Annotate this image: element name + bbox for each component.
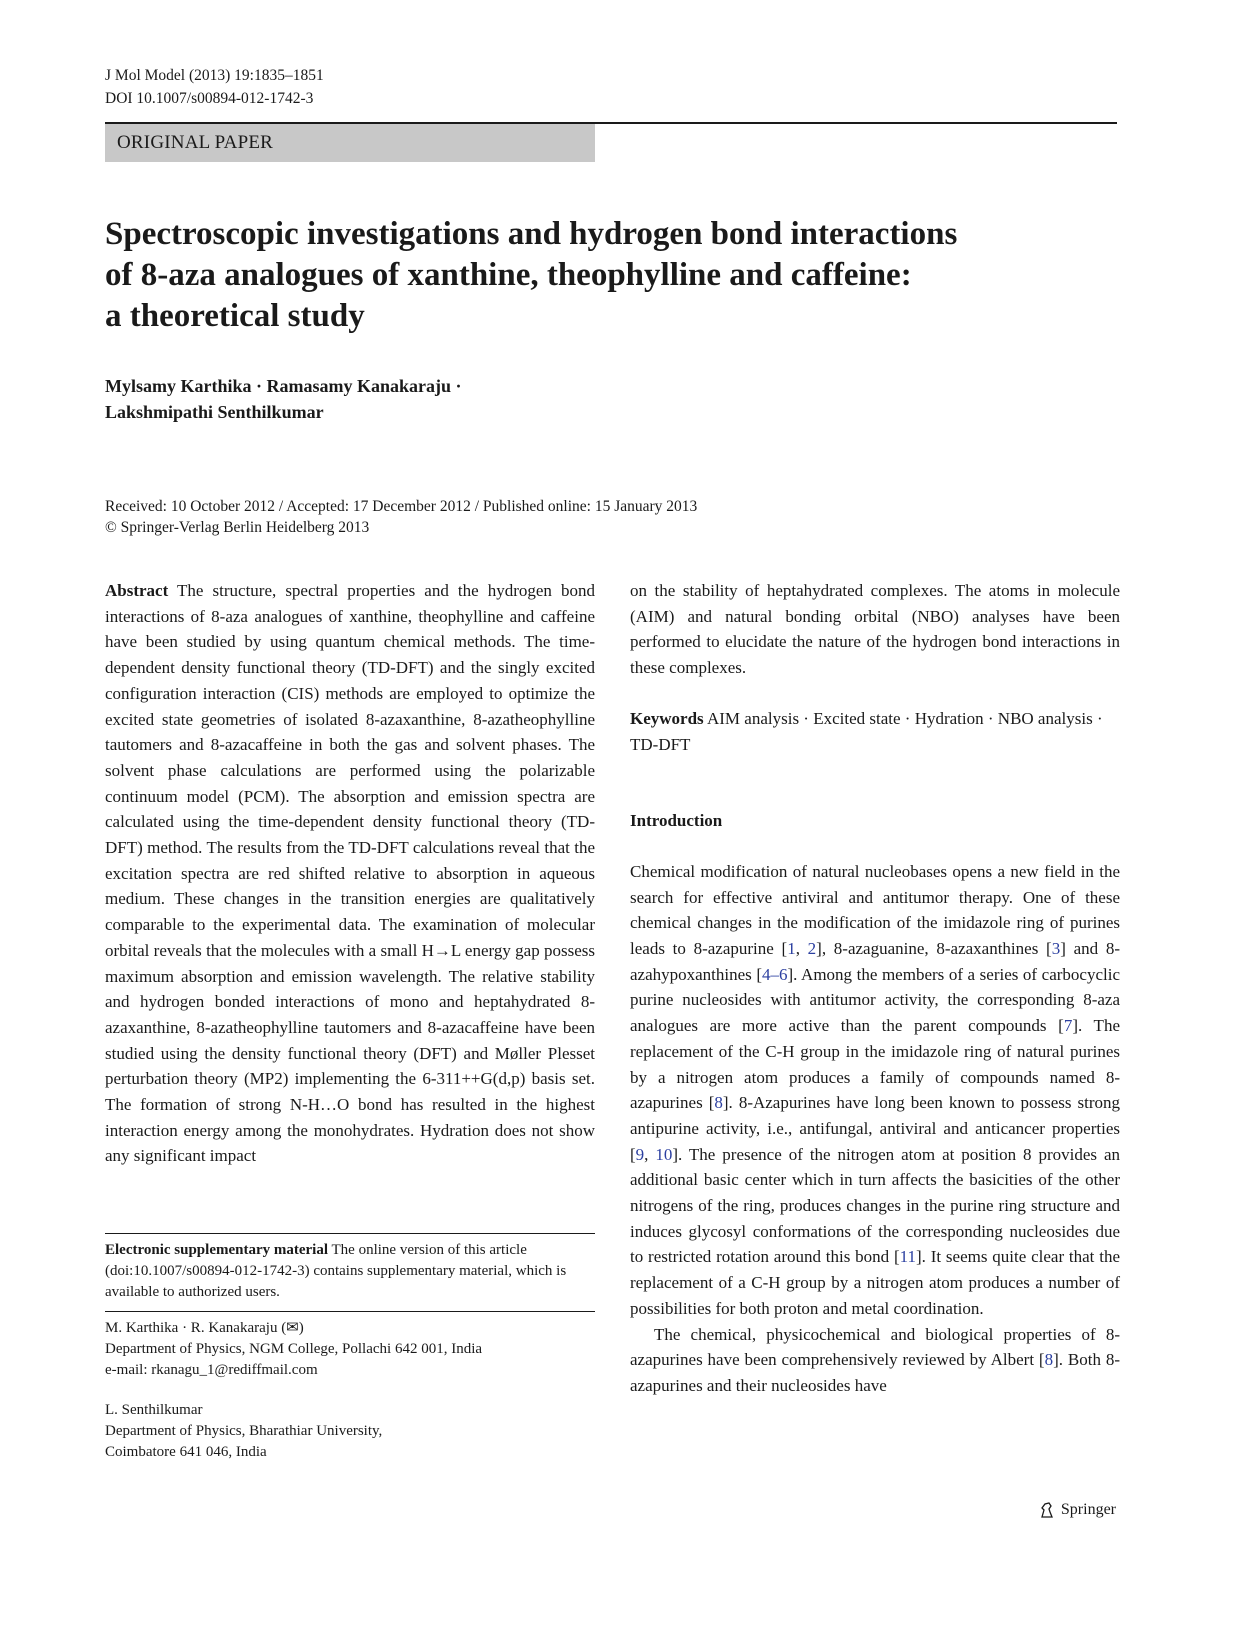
citation-link[interactable]: 1 bbox=[787, 939, 796, 959]
esm-note: Electronic supplementary material The online version of this article (doi:10.1007/s00894-012-1742-3) contains supplementary material, which is available to authorized users. bbox=[105, 1242, 567, 1300]
section-label: ORIGINAL PAPER bbox=[117, 132, 274, 153]
paragraph-text: ]. It seems quite clear that the replacement of a C-H group by a nitrogen atom produces a number of possibilities for both proton and metal coordination. bbox=[630, 1247, 1120, 1318]
paragraph-text: The chemical, physicochemical and biological properties of 8-azapurines have been comprehensively reviewed by Albert [ bbox=[630, 1324, 1120, 1370]
author-list: Mylsamy Karthika · Ramasamy Kanakaraju · Lakshmipathi Senthilkumar bbox=[105, 376, 462, 422]
citation-link[interactable]: 7 bbox=[1063, 1016, 1073, 1036]
citation-link[interactable]: 2 bbox=[807, 939, 817, 959]
paragraph-text: , bbox=[795, 939, 808, 959]
paragraph-text: ]. Both 8-azapurines and their nucleosides have bbox=[630, 1350, 1120, 1395]
paragraph-text: ] and 8-azahypoxanthines [ bbox=[630, 939, 1120, 984]
abstract-label: Abstract bbox=[105, 581, 169, 600]
paragraph-text: ]. The replacement of the C-H group in the imidazole ring of natural purines by a nitrogen atom produces a family of compounds named 8-azapurines [ bbox=[630, 1016, 1120, 1113]
keywords-label: Keywords bbox=[630, 708, 704, 728]
doi-line: DOI 10.1007/s00894-012-1742-3 bbox=[105, 90, 314, 107]
footnote-rule bbox=[105, 1233, 595, 1234]
introduction-paragraph-1 bbox=[630, 859, 1120, 1322]
paragraph-text: ], 8-azaguanine, 8-azaxanthines [ bbox=[816, 939, 1052, 959]
keywords-text: AIM analysis · Excited state · Hydration · NBO analysis · TD-DFT bbox=[630, 708, 1103, 754]
publisher-mark bbox=[1037, 1500, 1116, 1520]
paragraph-text: ]. Among the members of a series of carbocyclic purine nucleosides with antitumor activity, the corresponding 8-aza analogues are more active than the parent compounds [ bbox=[630, 964, 1120, 1036]
journal-citation: J Mol Model (2013) 19:1835–1851 bbox=[105, 67, 324, 84]
citation-link[interactable]: 8 bbox=[1044, 1350, 1054, 1370]
abstract-text: The structure, spectral properties and the hydrogen bond interactions of 8-aza analogues of xanthine, theophylline and caffeine have been studied by using quantum chemical methods. The time-dependent density functional theory (TD-DFT) and the singly excited configuration interaction (CIS) methods are employed to optimize the excited state geometries of isolated 8-azaxanthine, 8-azatheophylline tautomers and 8-azacaffeine in both the gas and solvent phases. The solvent phase calculations are performed using the polarizable continuum model (PCM). The absorption and emission spectra are calculated using the time-dependent density functional theory (TD-DFT) method. The results from the TD-DFT calculations reveal that the excitation spectra are red shifted relative to absorption in aqueous medium. These changes in the transition energies are qualitatively comparable to the experimental data. The examination of molecular orbital reveals that the molecules with a small H→L energy gap possess maximum absorption and emission wavelength. The relative stability and hydrogen bonded interactions of mono and heptahydrated 8-azaxanthine, 8-azatheophylline tautomers and 8-azacaffeine have been studied using the density functional theory (DFT) and Møller Plesset perturbation theory (MP2) implementing the 6-311++G(d,p) basis set. The formation of strong N-H…O bond has resulted in the highest interaction energy among the monohydrates. Hydration does not show any significant impact bbox=[105, 581, 595, 1166]
introduction-heading: Introduction bbox=[630, 811, 723, 831]
citation-link[interactable]: 4–6 bbox=[762, 964, 788, 984]
publisher-name: Springer bbox=[1060, 1501, 1116, 1518]
abstract-continued: on the stability of heptahydrated complexes. The atoms in molecule (AIM) and natural bonding orbital (NBO) analyses have been performed to elucidate the nature of the hydrogen bond interactions in these complexes. bbox=[630, 581, 1120, 678]
paragraph-text: ]. The presence of the nitrogen atom at position 8 provides an additional basic center which in turn affects the basicities of the other nitrogens of the ring, produces changes in the purine ring structure and induces glycosyl conformations of the corresponding nucleosides due to restricted rotation around this bond [ bbox=[630, 1144, 1120, 1267]
citation-link[interactable]: 3 bbox=[1051, 939, 1061, 959]
abstract-column bbox=[105, 578, 595, 1169]
copyright-line: © Springer-Verlag Berlin Heidelberg 2013 bbox=[105, 519, 370, 536]
affiliation-1: M. Karthika · R. Kanakaraju (✉) Department of Physics, NGM College, Pollachi 642 001, India e-mail: rkanagu_1@rediffmail.com bbox=[105, 1318, 595, 1381]
citation-link[interactable]: 11 bbox=[899, 1247, 917, 1267]
affiliation-2: L. Senthilkumar Department of Physics, Bharathiar University, Coimbatore 641 046, India bbox=[105, 1402, 383, 1460]
citation-link[interactable]: 10 bbox=[655, 1144, 673, 1164]
paragraph-text: , bbox=[644, 1144, 656, 1164]
paragraph-text: Chemical modification of natural nucleobases opens a new field in the search for effective antiviral and antitumor therapy. One of these chemical changes in the modification of the imidazole ring of purines leads to 8-azapurine [ bbox=[630, 861, 1120, 959]
citation-link[interactable]: 8 bbox=[714, 1093, 723, 1113]
section-label-bar bbox=[105, 124, 595, 162]
springer-horse-icon bbox=[1037, 1500, 1057, 1520]
journal-header bbox=[105, 64, 324, 110]
introduction-paragraph-2 bbox=[630, 1322, 1120, 1399]
publication-dates: Received: 10 October 2012 / Accepted: 17 December 2012 / Published online: 15 January 2013 © Springer-Verlag Berlin Heidelberg 2013 bbox=[105, 498, 698, 536]
citation-link[interactable]: 9 bbox=[635, 1144, 645, 1164]
keywords bbox=[630, 706, 1120, 757]
paper-title: Spectroscopic investigations and hydrogen bond interactions of 8-aza analogues of xanthine, theophylline and caffeine: a theoretical study bbox=[105, 216, 958, 334]
footnote-rule-2 bbox=[105, 1311, 595, 1312]
paragraph-text: ]. 8-Azapurines have long been known to possess strong antipurine activity, i.e., antifungal, antiviral and anticancer properties [ bbox=[630, 1093, 1120, 1164]
right-column bbox=[630, 578, 1120, 1399]
abstract bbox=[105, 578, 595, 1169]
contact-email[interactable]: e-mail: rkanagu_1@rediffmail.com bbox=[105, 1362, 318, 1378]
